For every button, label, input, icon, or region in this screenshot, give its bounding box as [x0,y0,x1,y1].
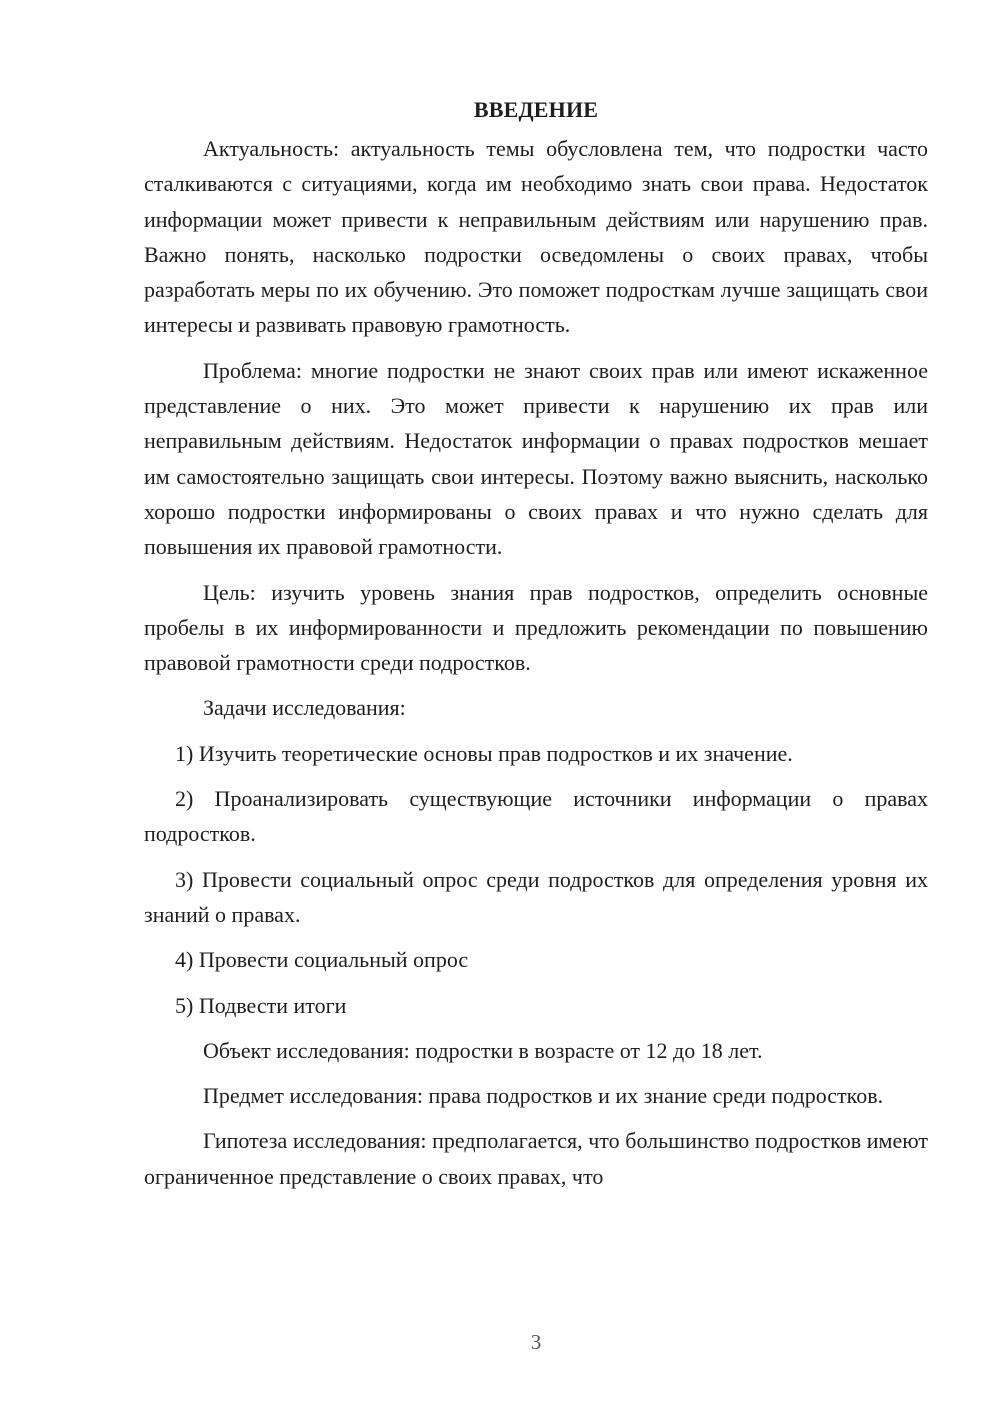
paragraph-object: Объект исследования: подростки в возрасте от 12 до 18 лет. [203,1037,763,1063]
page-title: ВВЕДЕНИЕ [473,97,599,122]
task-item-1: 1) Изучить теоретические основы прав подростков и их значение. [175,740,793,766]
paragraph-relevance: Актуальность: актуальность темы обусловлена тем, что подростки часто сталкиваются с ситуациями, когда им необходимо знать свои права. Недостаток информации может привести к неправильным действиям или нарушению прав. Важно понять, насколько подростки осведомлены о своих правах, чтобы разработать меры по их обучению. Это поможет подросткам лучше защищать свои интересы и развивать правовую грамотность. [144,136,928,338]
task-item-3: 3) Провести социальный опрос среди подростков для определения уровня их знаний о правах. [144,866,928,927]
task-item-2: 2) Проанализировать существующие источники информации о правах подростков. [144,786,928,847]
paragraph-goal: Цель: изучить уровень знания прав подростков, определить основные пробелы в их информированности и предложить рекомендации по повышению правовой грамотности среди подростков. [144,579,928,676]
task-item-5: 5) Подвести итоги [175,992,347,1018]
paragraph-problem: Проблема: многие подростки не знают своих прав или имеют искаженное представление о них. Это может привести к нарушению их прав или неправильным действиям. Недостаток информации о правах подростков мешает им самостоятельно защищать свои интересы. Поэтому важно выяснить, насколько хорошо подростки информированы о своих правах и что нужно сделать для повышения их правовой грамотности. [144,357,928,560]
paragraph-subject: Предмет исследования: права подростков и их знание среди подростков. [203,1083,884,1109]
page-number: 3 [530,1330,542,1354]
task-item-4: 4) Провести социальный опрос [175,947,469,973]
paragraph-tasks-heading: Задачи исследования: [203,695,406,721]
document-page [144,92,928,1204]
paragraph-hypothesis: Гипотеза исследования: предполагается, что большинство подростков имеют ограниченное представление о своих правах, что [144,1128,928,1189]
